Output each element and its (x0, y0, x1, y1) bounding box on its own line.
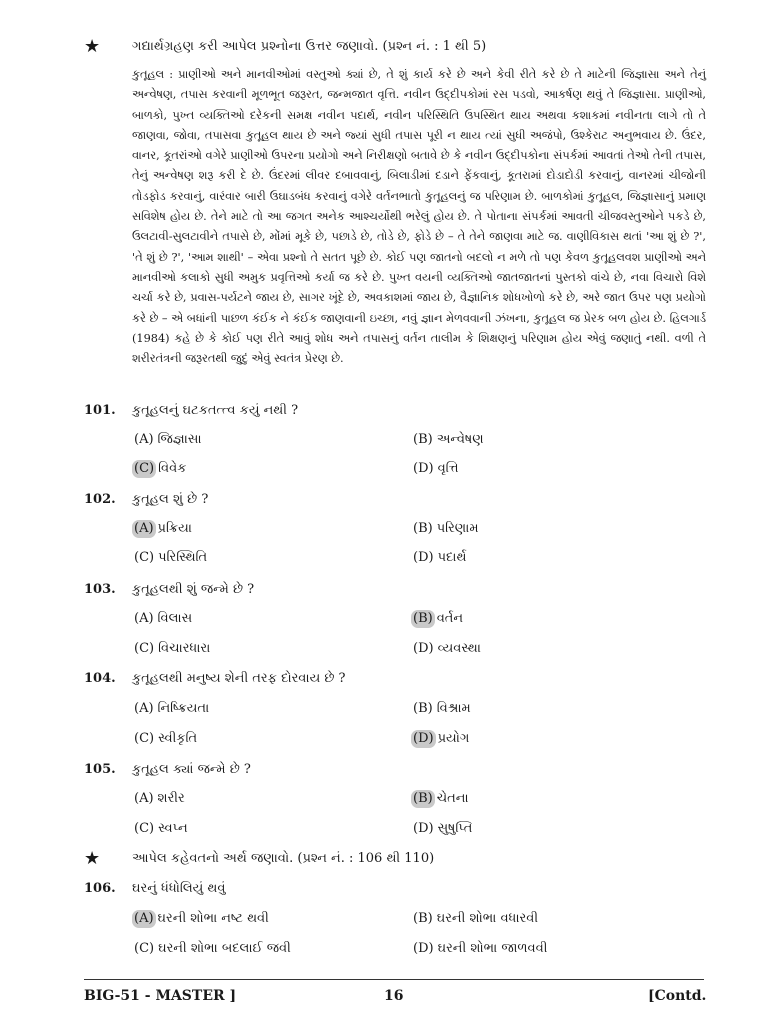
q104-option-a-letter: (A) (134, 701, 154, 716)
passage-text: કુતૂહલ : પ્રાણીઓ અને માનવીઓમાં વસ્તુઓ ક્યાં છે, તે શું કાર્ય કરે છે અને કેવી રીતે કરે છે તે માટેની જિજ્ઞાસા અને તેનું અન્વેષણ, તપાસ કરવાની મૂળભૂત જરૂરત, જન્મજાત વૃત્તિ. નવીન ઉદ્દીપકોમાં રસ પડવો, આકર્ષણ થવું તે જિજ્ઞાસા. પ્રાણીઓ, બાળકો, પુખ્ત વ્યક્તિઓ દરેકની સમક્ષ નવીન પદાર્થ, નવીન પરિસ્થિતિ ઉપસ્થિત થાય અથવા કશાકમાં નવીનતા લાગે તો તે જાણવા, જોવા, તપાસવા કુતૂહલ થાય છે અને જ્યાં સુધી તપાસ પૂરી ન થાય ત્યાં સુધી અજંપો, ઉશ્કેરાટ અનુભવાય છે. ઉંદર, વાનર, કૂતરાંઓ વગેરે પ્રાણીઓ ઉપરના પ્રયોગો અને નિરીક્ષણો બતાવે છે કે નવીન ઉદ્દીપકોના સંપર્કમાં આવતાં તેઓ તેની તપાસ, તેનું અન્વેષણ શરૂ કરી દે છે. ઉંદરમાં લીવર દબાવવાનું, બિલાડીમાં દડાને ફેંકવાનું, કૂતરામાં દોડાદોડી કરવાનું, વાનરમાં ચીજોની તોડફોડ કરવાનું, વારંવાર બારી ઉઘાડબંધ કરવાનું વગેરે વર્તનભાતો કુતૂહલનું જ પરિણામ છે. બાળકોમાં કુતૂહલ, જિજ્ઞાસાનું પ્રમાણ સવિશેષ હોય છે. તેને માટે તો આ જગત અનેક આશ્ચર્યોથી ભરેલું હોય છે. તે પોતાના સંપર્કમાં આવતી ચીજવસ્તુઓને પકડે છે, ઉલટાવી-સુલટાવીને તપાસે છે, મોંમાં મૂકે છે, પછાડે છે, તોડે છે, ફોડે છે – તે તેને જાણવા માટે જ. વાણીવિકાસ થતાં 'આ શું છે ?', 'તે શું છે ?', 'આમ શાથી' – એવા પ્રશ્નો તે સતત પૂછે છે. કોઈ પણ જાતનો બદલો ન મળે તો પણ કેવળ કુતૂહલવશ પ્રાણીઓ અને માનવીઓ કલાકો સુધી અમુક પ્રવૃત્તિઓ કર્યા જ કરે છે. પુખ્ત વયની વ્યક્તિઓ જાતજાતનાં પુસ્તકો વાંચે છે, નવા વિચારો વિશે ચર્ચા કરે છે, પ્રવાસ-પર્યટને જાય છે, સાગર ખૂંદે છે, અવકાશમાં જાય છે, વૈજ્ઞાનિક શોધખોળો કરે છે, અરે જાત ઉપર પણ પ્રયોગો કરે છે – એ બધાંની પાછળ કંઈક ને કંઈક જાણવાની ઇચ્છા, નવું જ્ઞાન મેળવવાની ઝંખના, કુતૂહલ જ પ્રેરક બળ હોય છે. હિલગાર્ડ (1984) કહે છે કે કોઈ પણ રીતે આવું શોધ અને તપાસનું વર્તન તાલીમ કે શિક્ષણનું પરિણામ હોય એવું જણાતું નથી. વળી તે શરીરતંત્રની જરૂરતથી જુદું એવું સ્વતંત્ર પ્રેરણ છે. (132, 68, 706, 366)
q104-option-b[interactable] (411, 700, 471, 718)
q103-option-d-text: વ્યવસ્થા (437, 641, 481, 656)
instruction-proverb: આપેલ કહેવતનો અર્થ જણાવો. (પ્રશ્ન નં. : 106 થી 110) (132, 851, 435, 866)
q101-option-c-text: વિવેક (158, 461, 187, 476)
q105-option-b-text: ચેતના (436, 791, 469, 806)
q104-option-c[interactable] (132, 730, 197, 748)
q103-option-c-text: વિચારધારા (158, 641, 211, 656)
q103-option-c[interactable] (132, 640, 210, 658)
q101-option-c-letter: (C) (134, 461, 155, 476)
q101-option-c[interactable] (132, 460, 186, 478)
q104-option-a-text: નિષ્ક્રિયતા (157, 701, 210, 716)
star-bullet-1: ★ (84, 36, 101, 57)
q106-option-a[interactable] (132, 910, 269, 928)
q102-option-d-letter: (D) (413, 550, 434, 565)
q106-option-c[interactable] (132, 940, 291, 958)
q106-option-b[interactable] (411, 910, 538, 928)
q104-option-c-letter: (C) (134, 731, 155, 746)
q106-option-a-text: ઘરની શોભા નષ્ટ થવી (157, 911, 269, 926)
question-106-number: 106. (84, 881, 116, 896)
q105-option-c[interactable] (132, 820, 188, 838)
q105-option-b-letter: (B) (413, 791, 433, 806)
q101-option-a[interactable] (132, 431, 202, 449)
q103-option-a-letter: (A) (134, 611, 154, 626)
q105-option-a-text: શરીર (157, 791, 185, 806)
q103-option-c-letter: (C) (134, 641, 155, 656)
q103-option-b[interactable] (411, 610, 463, 628)
q104-option-c-text: સ્વીકૃતિ (158, 731, 198, 746)
question-103-number: 103. (84, 582, 116, 597)
q103-option-a-text: વિલાસ (157, 611, 193, 626)
q105-option-a-letter: (A) (134, 791, 154, 806)
q105-option-c-text: સ્વપ્ન (158, 821, 188, 836)
q105-option-b[interactable] (411, 790, 469, 808)
q105-option-c-letter: (C) (134, 821, 155, 836)
q104-option-b-letter: (B) (413, 701, 433, 716)
q102-option-c-text: પરિસ્થિતિ (158, 550, 208, 565)
q105-option-d-letter: (D) (413, 821, 434, 836)
question-103-text: કુતૂહલથી શું જન્મે છે ? (132, 582, 255, 597)
question-102-text: કુતૂહલ શું છે ? (132, 492, 209, 507)
q106-option-d[interactable] (411, 940, 547, 958)
instruction-passage: ગદ્યાર્થગ્રહણ કરી આપેલ પ્રશ્નોના ઉત્તર જણાવો. (પ્રશ્ન નં. : 1 થી 5) (132, 39, 487, 54)
q103-option-b-letter: (B) (413, 611, 433, 626)
q102-option-b[interactable] (411, 520, 479, 538)
q101-option-a-letter: (A) (134, 432, 154, 447)
q101-option-a-text: જિજ્ઞાસા (157, 432, 202, 447)
q103-option-d-letter: (D) (413, 641, 434, 656)
footer-divider (84, 979, 704, 980)
q104-option-d-text: પ્રયોગ (437, 731, 470, 746)
q101-option-b[interactable] (411, 431, 484, 449)
q106-option-b-letter: (B) (413, 911, 433, 926)
q101-option-b-letter: (B) (413, 432, 433, 447)
q106-option-b-text: ઘરની શોભા વધારવી (436, 911, 539, 926)
q106-option-d-text: ઘરની શોભા જાળવવી (437, 941, 548, 956)
q102-option-c-letter: (C) (134, 550, 155, 565)
q105-option-a[interactable] (132, 790, 185, 808)
footer-continued: [Contd. (648, 988, 707, 1004)
q102-option-b-text: પરિણામ (436, 521, 479, 536)
question-101-text: કુતૂહલનું ઘટકતત્ત્વ કયું નથી ? (132, 403, 299, 418)
q106-option-a-letter: (A) (134, 911, 154, 926)
q102-option-d[interactable] (411, 549, 466, 567)
q102-option-a-letter: (A) (134, 521, 154, 536)
q101-option-d-letter: (D) (413, 461, 434, 476)
q103-option-b-text: વર્તન (436, 611, 464, 626)
q105-option-d-text: સુષુપ્તિ (437, 821, 473, 836)
q104-option-b-text: વિશ્રામ (436, 701, 471, 716)
q101-option-b-text: અન્વેષણ (436, 432, 484, 447)
q104-option-a[interactable] (132, 700, 209, 718)
q102-option-b-letter: (B) (413, 521, 433, 536)
star-bullet-2: ★ (84, 848, 101, 869)
q102-option-c[interactable] (132, 549, 207, 567)
footer-booklet-code: BIG-51 - MASTER ] (84, 988, 237, 1004)
question-106-text: ઘરનું ધંધોલિયું થવું (132, 881, 226, 896)
q101-option-d[interactable] (411, 460, 459, 478)
q106-option-c-text: ઘરની શોભા બદલાઈ જવી (158, 941, 291, 956)
q101-option-d-text: વૃત્તિ (437, 461, 459, 476)
question-101-number: 101. (84, 403, 116, 418)
q102-option-a-text: પ્રક્રિયા (157, 521, 192, 536)
q102-option-a[interactable] (132, 520, 192, 538)
footer-page-number: 16 (384, 988, 404, 1004)
q102-option-d-text: પદાર્થ (437, 550, 467, 565)
q103-option-d[interactable] (411, 640, 481, 658)
question-104-text: કુતૂહલથી મનુષ્ય શેની તરફ દોરવાય છે ? (132, 671, 346, 686)
q106-option-d-letter: (D) (413, 941, 434, 956)
q103-option-a[interactable] (132, 610, 192, 628)
q104-option-d-letter: (D) (413, 731, 434, 746)
question-104-number: 104. (84, 671, 116, 686)
question-105-number: 105. (84, 762, 116, 777)
q105-option-d[interactable] (411, 820, 472, 838)
question-102-number: 102. (84, 492, 116, 507)
q104-option-d[interactable] (411, 730, 469, 748)
question-105-text: કુતૂહલ ક્યાં જન્મે છે ? (132, 762, 251, 777)
q106-option-c-letter: (C) (134, 941, 155, 956)
